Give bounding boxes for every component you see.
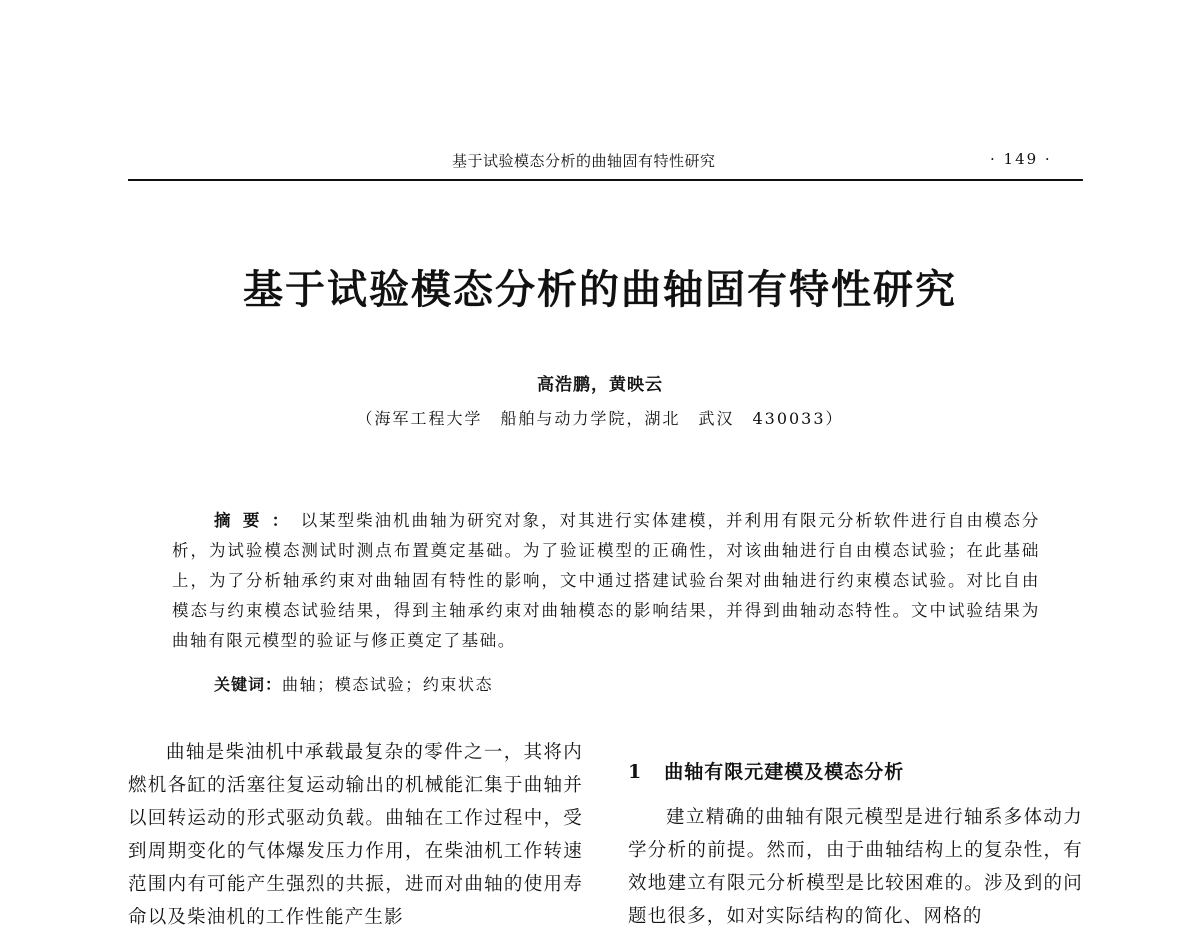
body-column-right xyxy=(628,801,1083,933)
abstract xyxy=(172,506,1040,656)
section-paragraph: 建立精确的曲轴有限元模型是进行轴系多体动力学分析的前提。然而，由于曲轴结构上的复杂性，有效地建立有限元分析模型是比较困难的。涉及到的问题也很多，如对实际结构的简化、网格的 xyxy=(628,807,1083,927)
affiliation: （海军工程大学 船舶与动力学院，湖北 武汉 430033） xyxy=(356,409,844,428)
section-heading xyxy=(628,757,904,784)
authors: 高浩鹏，黄映云 xyxy=(537,375,663,395)
abstract-label: 摘要： xyxy=(214,511,301,530)
page-number: · 149 · xyxy=(990,150,1052,168)
paper-title: 基于试验模态分析的曲轴固有特性研究 xyxy=(243,266,957,313)
section-title: 曲轴有限元建模及模态分析 xyxy=(664,761,905,783)
header-divider xyxy=(128,179,1083,181)
keywords-label: 关键词： xyxy=(214,675,283,694)
intro-paragraph: 曲轴是柴油机中承载最复杂的零件之一，其将内燃机各缸的活塞往复运动输出的机械能汇集于曲轴并以回转运动的形式驱动负载。曲轴在工作过程中，受到周期变化的气体爆发压力作用，在柴油机工作转速范围内有可能产生强烈的共振，进而对曲轴的使用寿命以及柴油机的工作性能产生影 xyxy=(128,742,583,928)
abstract-text: 以某型柴油机曲轴为研究对象，对其进行实体建模，并利用有限元分析软件进行自由模态分析，为试验模态测试时测点布置奠定基础。为了验证模型的正确性，对该曲轴进行自由模态试验；在此基础上，为了分析轴承约束对曲轴固有特性的影响，文中通过搭建试验台架对曲轴进行约束模态试验。对比自由模态与约束模态试验结果，得到主轴承约束对曲轴模态的影响结果，并得到曲轴动态特性。文中试验结果为曲轴有限元模型的验证与修正奠定了基础。 xyxy=(172,511,1041,650)
keywords xyxy=(214,672,493,695)
running-header: 基于试验模态分析的曲轴固有特性研究 xyxy=(452,152,716,170)
section-number: 1 xyxy=(628,761,643,783)
body-column-left xyxy=(128,736,583,934)
keywords-text: 曲轴；模态试验；约束状态 xyxy=(282,675,494,694)
